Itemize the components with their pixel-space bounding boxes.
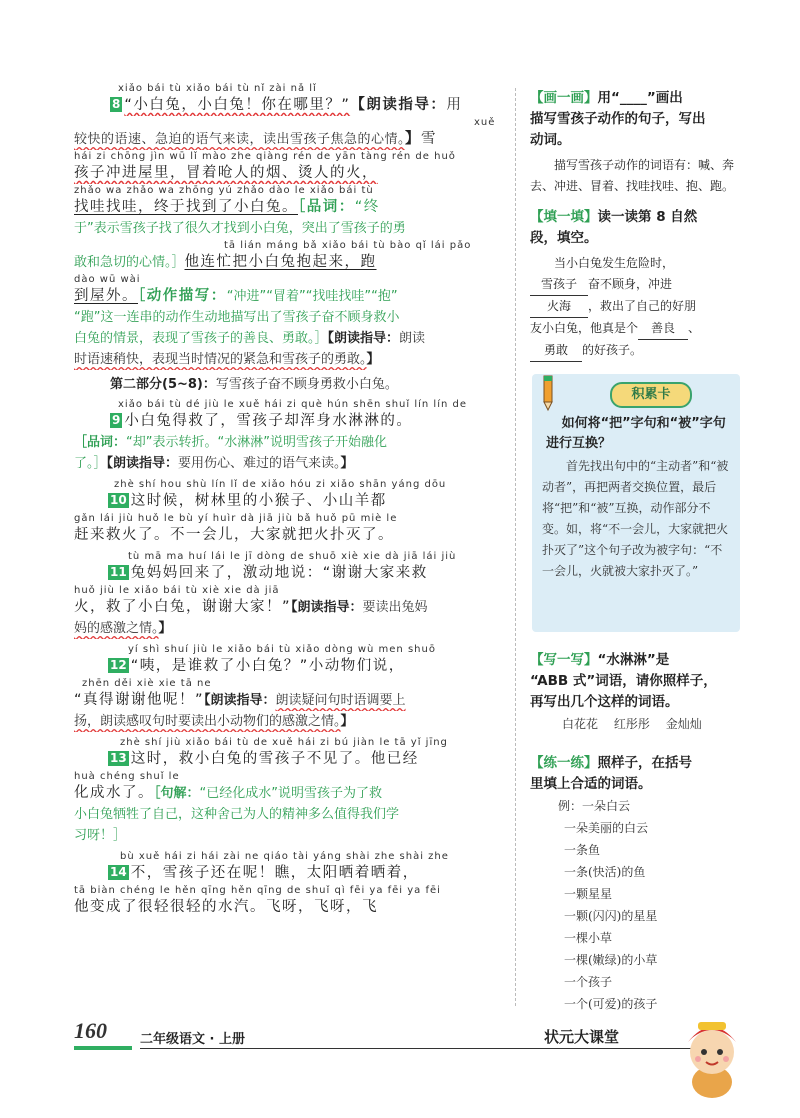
- note-line: “跑”这一连串的动作生动地描写出了雪孩子奋不顾身救小: [74, 310, 400, 325]
- guide-label: 【朗读指导：: [291, 600, 363, 615]
- text-line: [74, 286, 506, 307]
- draw-question: [530, 88, 740, 109]
- sentence: 这时候，树林里的小猴子、小山羊都: [130, 493, 387, 509]
- guide-label: 【朗读指导：: [350, 97, 447, 113]
- page-number: 160: [74, 1018, 107, 1043]
- sentence: 这时，救小白兔的雪孩子不见了。他已经: [130, 751, 419, 767]
- section-desc: 写雪孩子奋不顾身勇救小白兔。: [215, 377, 398, 392]
- knowledge-card: [532, 374, 740, 632]
- paragraph-number: 12: [110, 658, 127, 672]
- word-note: “却”表示转折。“水淋淋”说明雪孩子开始融化: [126, 435, 387, 450]
- paragraph-number: 10: [110, 493, 127, 507]
- pinyin-line: huà chéng shuǐ le: [74, 771, 180, 782]
- write-answer: [530, 713, 740, 735]
- guide-text: 时语速稍快，表现当时情况的紧急和雪孩子的勇敢。: [74, 352, 367, 367]
- page-number-underline: [74, 1046, 132, 1050]
- guide-text: 朗读疑问句时语调要上: [275, 693, 406, 708]
- pinyin-line: yí shì shuí jiù le xiǎo bái tù xiǎo dòng wù men shuō: [128, 644, 436, 655]
- pinyin-line: bù xuě hái zi hái zài ne qiáo tài yáng shài zhe shài zhe: [120, 851, 449, 862]
- draw-q2: 描写雪孩子动作的句子，写出: [530, 111, 706, 127]
- guide-end: 】: [366, 352, 380, 367]
- write-tag: 【写一写】: [530, 652, 598, 668]
- note-line: [74, 453, 506, 474]
- fill-blank: 勇敢: [530, 340, 582, 362]
- sentence: 兔妈妈回来了，激动地说：“谢谢大家来救: [130, 565, 428, 581]
- fill-text: 友小白兔，他真是个: [530, 321, 639, 335]
- text-line: [74, 863, 506, 884]
- text: 雪: [421, 131, 438, 147]
- sentence: 孩子冲进屋里，冒着呛人的烟、烫人的火，: [74, 165, 378, 181]
- list-item: 一棵小草: [564, 931, 613, 945]
- write-q1: “水淋淋”是: [597, 652, 670, 668]
- pinyin-line: zhēn děi xiè xie tā ne: [82, 678, 212, 689]
- sentence-note-label: ［句解：: [154, 786, 200, 801]
- action-note: “冲进”“冒着”“找哇找哇”“抱”: [226, 289, 398, 304]
- pinyin-line: zhè shí hou shù lín lǐ de xiǎo hóu zi xiǎo shān yáng dōu: [114, 479, 447, 490]
- draw-tag: 【画一画】: [530, 90, 598, 106]
- pinyin-line: xiǎo bái tù dé jiù le xuě hái zi què hún shēn shuǐ lín lín de: [118, 399, 467, 410]
- text-line: [74, 197, 506, 218]
- text-line: [74, 749, 506, 770]
- pinyin-line: xiǎo bái tù xiǎo bái tù nǐ zài nǎ lǐ: [118, 83, 317, 94]
- pinyin-line: dào wū wài: [74, 274, 141, 285]
- practice-q2: 里填上合适的词语。: [530, 776, 652, 792]
- fill-q1: 读一读第 8 自然: [597, 209, 698, 225]
- text-line: [74, 597, 506, 618]
- list-item: 一棵(嫩绿)的小草: [564, 953, 658, 967]
- sidebar-column: [530, 88, 740, 1015]
- text-line: [74, 491, 506, 512]
- guide-text: 要读出兔妈: [362, 600, 428, 615]
- text-line: [74, 563, 506, 584]
- fill-answer: [530, 253, 740, 362]
- list-item: 一个(可爱)的孩子: [564, 997, 658, 1011]
- list-item: 一条鱼: [564, 843, 601, 857]
- fill-text: 的好孩子。: [582, 343, 643, 357]
- fill-text: ，救出了自己的好朋: [588, 299, 697, 313]
- note-line: [74, 711, 506, 732]
- pinyin-line: tù mā ma huí lái le jī dòng de shuō xiè xie dà jiā lái jiù: [128, 551, 457, 562]
- abb-word: 白花花: [562, 717, 599, 731]
- guide-end: 】: [340, 456, 354, 471]
- sentence: 到屋外。: [74, 288, 138, 304]
- page-footer: [74, 1018, 664, 1048]
- list-item: 一条(快活)的鱼: [564, 865, 646, 879]
- fill-q2: 段，填空。: [530, 230, 598, 246]
- sentence: 找哇找哇，终于找到了小白兔。: [74, 199, 298, 215]
- word-label: ［品词：: [74, 435, 127, 450]
- note-text: 敢和急切的心情。］: [74, 255, 185, 270]
- card-answer: 首先找出句中的“主动者”和“被动者”，再把两者交换位置，最后将“把”和“被”互换，动作部分不变。如，将“不一会儿，大家就把火扑灭了”这个句子改为被字句：“不一会儿，火就被大家扑灭了。”: [542, 459, 729, 578]
- pinyin-line: hái zi chōng jìn wū lǐ mào zhe qiàng rén de yān tàng rén de huǒ: [74, 151, 456, 162]
- text-line: [74, 252, 506, 273]
- pinyin-line: zhè shí jiù xiǎo bái tù de xuě hái zi bú jiàn le tā yǐ jīng: [120, 737, 448, 748]
- fill-question: [530, 207, 740, 228]
- note-line: [74, 349, 506, 370]
- paragraph-number: 11: [110, 565, 127, 579]
- fill-text: 当小白兔发生危险时，: [554, 256, 675, 270]
- guide-text: 较快的语速、急迫的语气来读，读出雪孩子焦急的心情。: [74, 132, 406, 147]
- note-line: [74, 432, 506, 453]
- write-question: [530, 650, 740, 671]
- sentence: 不，雪孩子还在呢！瞧，太阳晒着晒着，: [130, 865, 419, 881]
- guide-label: 【朗读指导：: [204, 693, 276, 708]
- paragraph-number: 13: [110, 751, 127, 765]
- paragraph-number: 9: [112, 413, 121, 427]
- word-label: ［品词：: [298, 199, 355, 215]
- pinyin-line: xuě: [474, 117, 496, 128]
- note-text: 白兔的情景，表现了雪孩子的善良、勇敢。］: [74, 331, 328, 346]
- draw-q1: 用“____”画出: [597, 90, 683, 106]
- sentence: 小白兔得救了，雪孩子却浑身水淋淋的。: [124, 413, 413, 429]
- fill-blank: 雪孩子: [530, 274, 588, 296]
- note-line: 习呀！］: [74, 828, 127, 843]
- guide-label: 【朗读指导：: [327, 331, 400, 346]
- note-line: [74, 618, 506, 639]
- text-line: [74, 163, 506, 184]
- section-title: 第二部分(5~8)：: [110, 377, 216, 392]
- card-question: 如何将“把”字句和“被”字句进行互换？: [546, 416, 726, 451]
- list-item: 一个孩子: [564, 975, 613, 989]
- fill-blank: 善良: [638, 318, 688, 340]
- brand-label: 状元大课堂: [544, 1028, 620, 1046]
- pinyin-line: tā lián máng bǎ xiǎo bái tù bào qǐ lái pǎo: [224, 240, 472, 251]
- card-badge: 积累卡: [610, 382, 692, 408]
- abb-word: 金灿灿: [665, 717, 702, 731]
- text-line: [74, 690, 506, 711]
- text-line: [74, 656, 506, 677]
- paragraph-number: 14: [110, 865, 127, 879]
- pencil-icon: [534, 374, 564, 414]
- action-label: ［动作描写：: [138, 288, 227, 304]
- main-text-column: [74, 82, 506, 918]
- text-line: [74, 95, 506, 116]
- pinyin-line: zhǎo wa zhǎo wa zhōng yú zhǎo dào le xiǎo bái tù: [74, 185, 374, 196]
- word-note: “终: [354, 199, 380, 215]
- section-summary: [110, 376, 506, 394]
- text-line: 赶来救火了。不一会儿，大家就把火扑灭了。: [74, 527, 394, 543]
- footer-rule: [140, 1048, 700, 1049]
- list-item: 例：一朵白云: [558, 799, 631, 813]
- draw-answer: 描写雪孩子动作的词语有：喊、奔去、冲进、冒着、找哇找哇、抱、跑。: [530, 158, 735, 193]
- guide-end: 】: [158, 621, 172, 636]
- list-item: 一朵美丽的白云: [564, 821, 649, 835]
- grade-label: 二年级语文 · 上册: [140, 1032, 245, 1047]
- practice-q1: 照样子，在括号: [597, 755, 692, 771]
- paragraph-number: 8: [112, 97, 121, 111]
- write-q2: “ABB 式”词语，请你照样子，: [530, 673, 717, 689]
- sentence: 火，救了小白兔，谢谢大家！”: [74, 599, 292, 615]
- note-line: [74, 328, 506, 349]
- sentence: “真得谢谢他呢！”: [74, 692, 205, 708]
- note-line: 于”表示雪孩子找了很久才找到小白兔，突出了雪孩子的勇: [74, 221, 406, 236]
- sentence: “小白兔，小白兔！你在哪里？”: [124, 97, 351, 113]
- draw-q3: 动词。: [530, 132, 571, 148]
- text-line: [74, 129, 506, 150]
- sentence: “咦，是谁救了小白兔？”小动物们说，: [130, 658, 405, 674]
- guide-end: 】: [340, 714, 354, 729]
- sentence: 他连忙把小白兔抱起来，跑: [184, 254, 377, 270]
- note-line: 小白兔牺牲了自己，这种舍己为人的精神多么值得我们学: [74, 807, 400, 822]
- guide-text: 妈的感激之情。: [74, 621, 159, 636]
- fill-text: 奋不顾身，冲进: [588, 277, 673, 291]
- text-line: 他变成了很轻很轻的水汽。飞呀，飞呀，飞: [74, 899, 378, 915]
- pinyin-line: huǒ jiù le xiǎo bái tù xiè xie dà jiā: [74, 585, 280, 596]
- list-item: 一颗星星: [564, 887, 613, 901]
- guide-text: 朗读: [399, 331, 426, 346]
- abb-word: 红彤彤: [613, 717, 650, 731]
- guide-end: 】: [405, 131, 422, 147]
- practice-question: [530, 753, 740, 774]
- guide-label: 【朗读指导：: [106, 456, 179, 471]
- sentence: 化成水了。: [74, 785, 154, 801]
- text-line: [74, 783, 506, 804]
- practice-list: [530, 795, 740, 1015]
- fill-text: 、: [688, 321, 701, 335]
- guide-text: 用: [446, 97, 463, 113]
- practice-tag: 【练一练】: [530, 755, 598, 771]
- write-q3: 再写出几个这样的词语。: [530, 694, 679, 710]
- guide-text: 要用伤心、难过的语气来读。: [178, 456, 341, 471]
- word-note: 了。］: [74, 456, 107, 471]
- text-line: [74, 411, 506, 432]
- pinyin-line: tā biàn chéng le hěn qīng hěn qīng de shuǐ qì fēi ya fēi ya fēi: [74, 885, 441, 896]
- mascot-icon: [672, 1012, 752, 1102]
- fill-tag: 【填一填】: [530, 209, 598, 225]
- column-divider: [515, 88, 516, 1006]
- sentence-note: “已经化成水”说明雪孩子为了救: [199, 786, 382, 801]
- pinyin-line: gǎn lái jiù huǒ le bù yí huìr dà jiā jiù bǎ huǒ pū miè le: [74, 513, 398, 524]
- guide-text: 扬，朗读感叹句时要读出小动物们的感激之情。: [74, 714, 341, 729]
- fill-blank: 火海: [530, 296, 588, 318]
- list-item: 一颗(闪闪)的星星: [564, 909, 658, 923]
